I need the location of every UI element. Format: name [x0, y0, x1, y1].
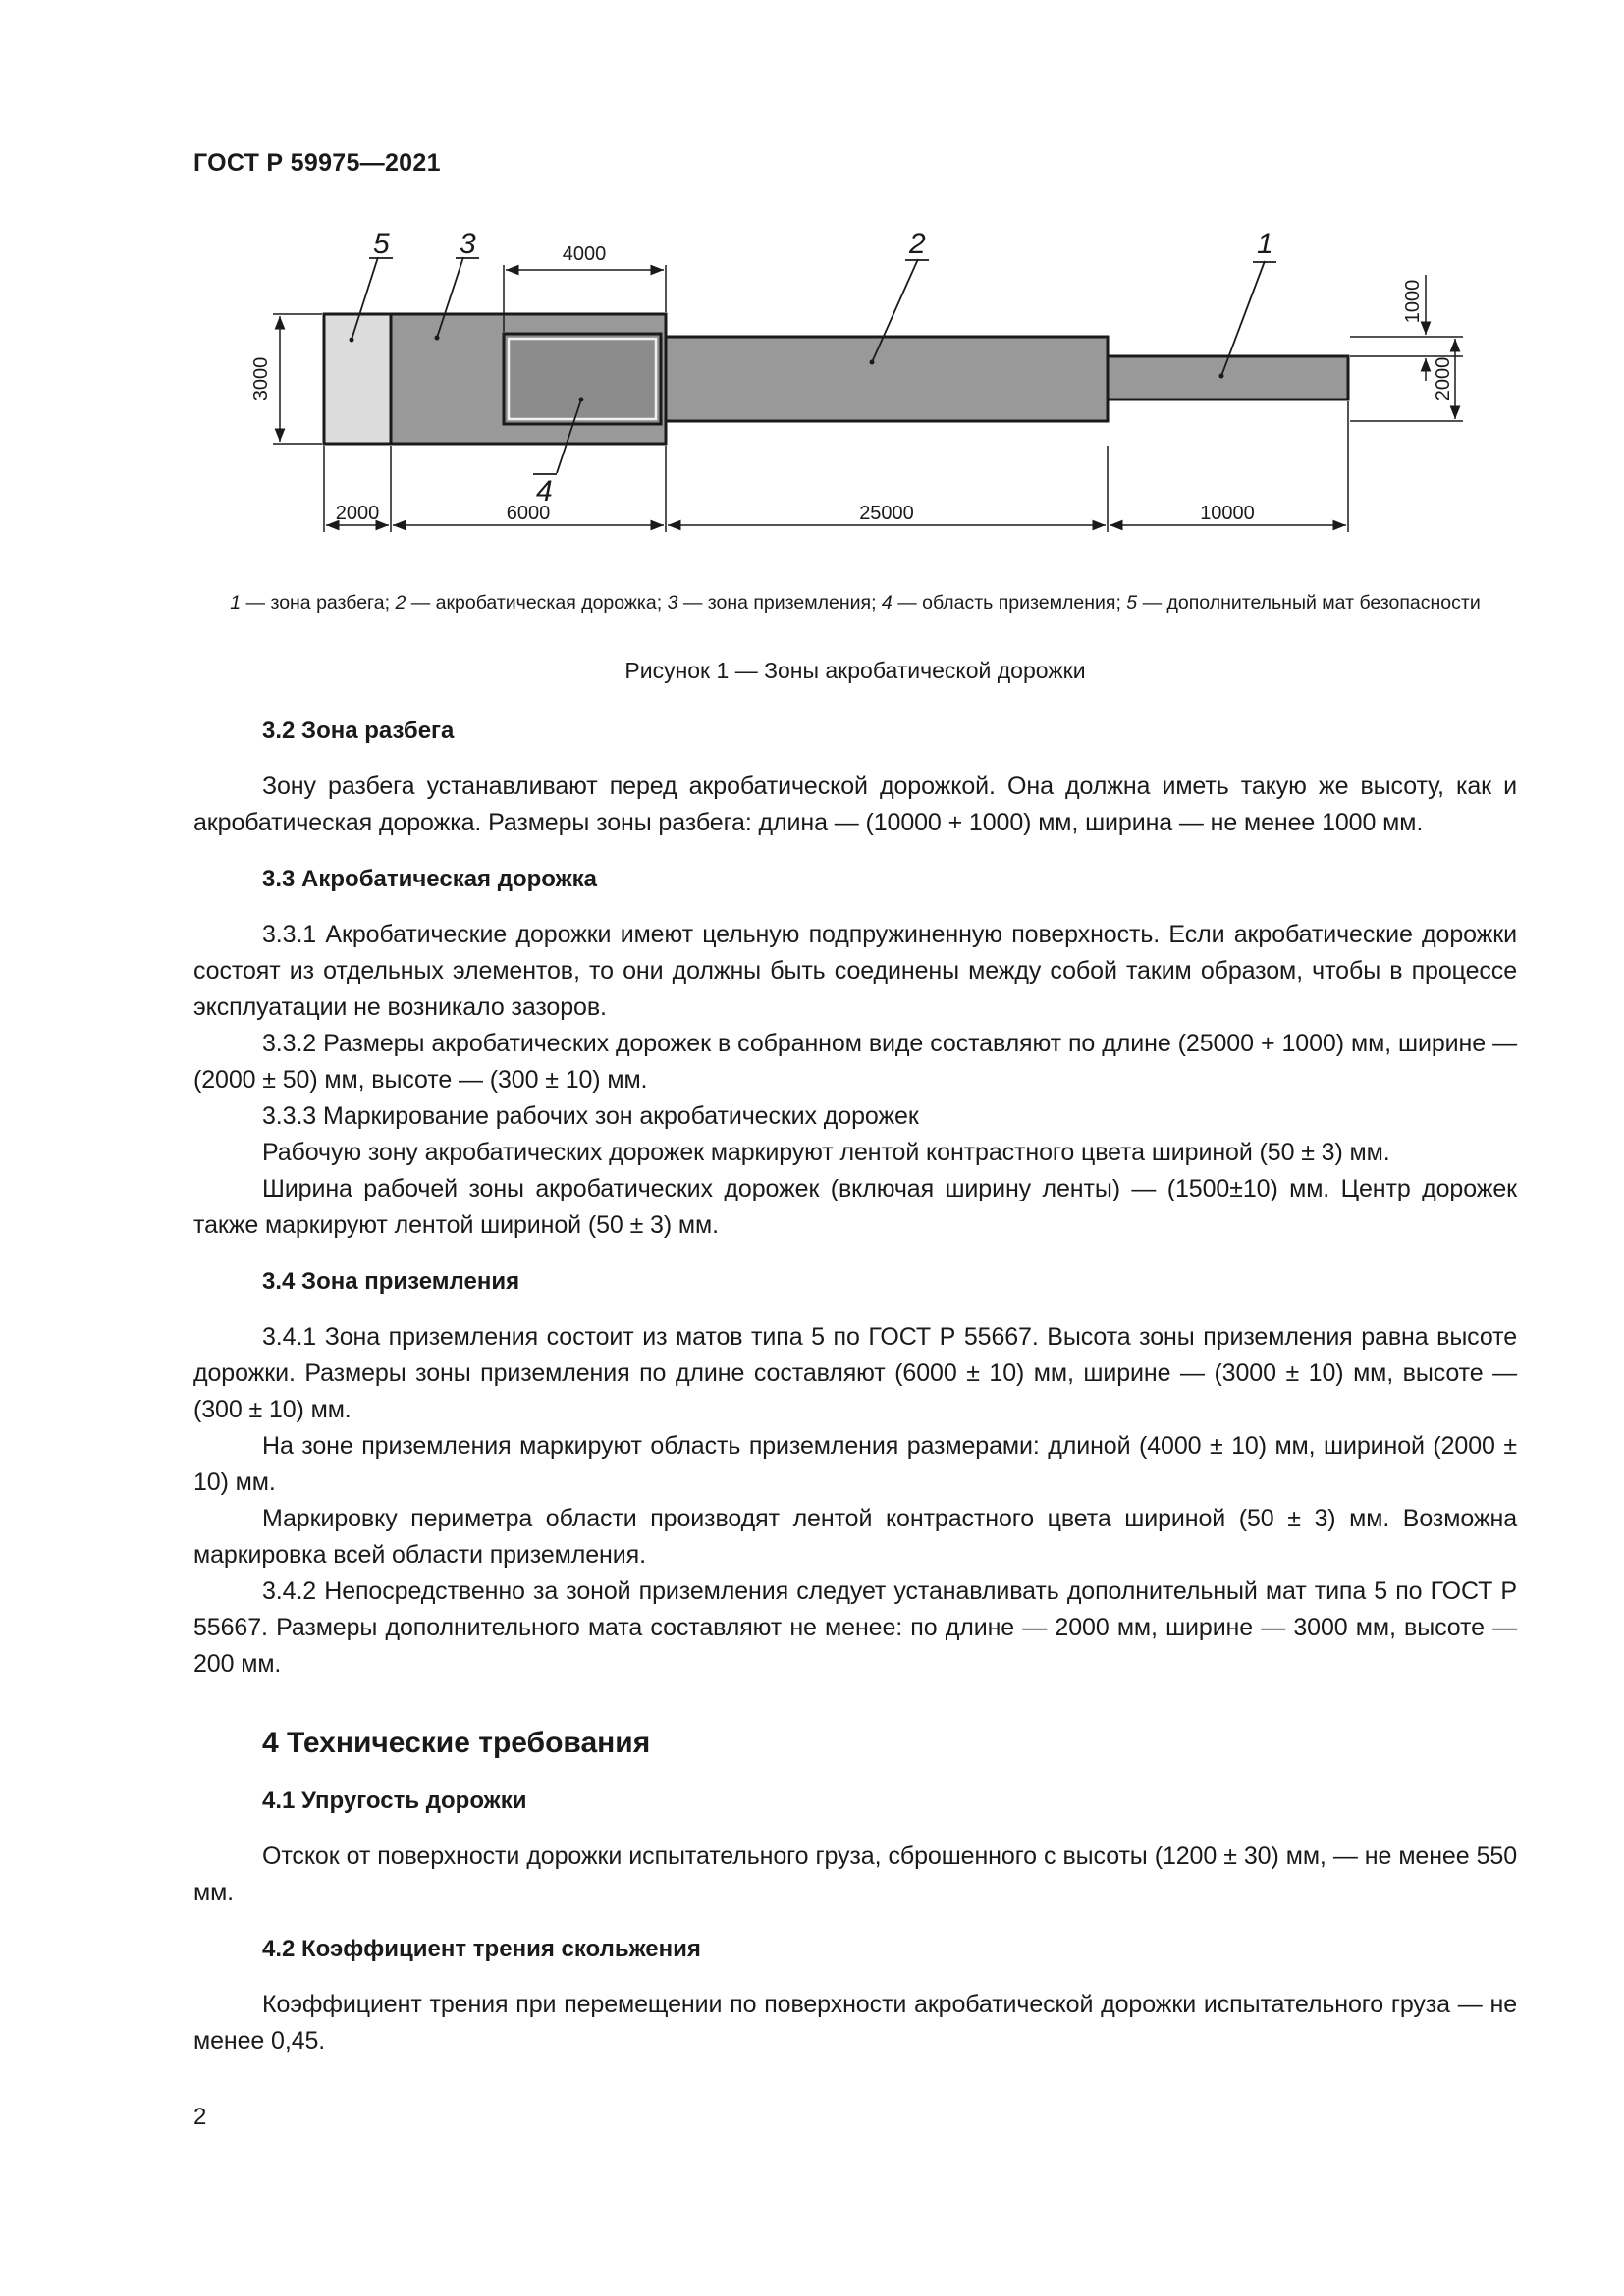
figure-acrobatic-track-zones — [236, 216, 1532, 550]
paragraph: 3.4.1 Зона приземления состоит из матов типа 5 по ГОСТ Р 55667. Высота зоны приземления равна высоте дорожки. Размеры зоны приземления по длине составляют (6000 ± 10) мм, ширине — (3000 ± 10) мм, высоте — (300 ± 10) мм. — [193, 1323, 1517, 1423]
paragraph: 3.3.3 Маркирование рабочих зон акробатических дорожек — [262, 1102, 919, 1130]
section-3-4-heading: 3.4 Зона приземления — [262, 1268, 520, 1295]
section-4-heading: 4 Технические требования — [262, 1727, 651, 1759]
zone-1-run-up — [1108, 356, 1348, 400]
paragraph: 3.3.2 Размеры акробатических дорожек в собранном виде составляют по длине (25000 + 1000) мм, ширине — (2000 ± 50) мм, высоте — (300 ± 10) мм. — [193, 1030, 1517, 1094]
zone-4-landing-area — [504, 334, 661, 424]
section-3-2-heading: 3.2 Зона разбега — [262, 718, 455, 744]
section-3-3-heading: 3.3 Акробатическая дорожка — [262, 866, 597, 892]
dim-bottom-25000: 25000 — [859, 503, 914, 524]
dim-bottom-6000: 6000 — [506, 503, 551, 524]
paragraph: Маркировку периметра области производят лентой контрастного цвета шириной (50 ± 3) мм. Возможна маркировка всей области приземления. — [193, 1505, 1517, 1569]
paragraph: На зоне приземления маркируют область приземления размерами: длиной (4000 ± 10) мм, шириной (2000 ± 10) мм. — [193, 1432, 1517, 1496]
dim-bottom-10000: 10000 — [1200, 503, 1255, 524]
document-body — [193, 715, 1517, 2059]
figure-caption: Рисунок 1 — Зоны акробатической дорожки — [624, 658, 1086, 683]
dim-right-2000: 2000 — [1433, 356, 1454, 401]
figure-legend: 1 — зона разбега; 2 — акробатическая дорожка; 3 — зона приземления; 4 — область приземления; 5 — дополнительный мат безопасности — [230, 592, 1481, 614]
callout-1: 1 — [1257, 228, 1273, 260]
paragraph: Отскок от поверхности дорожки испытательного груза, сброшенного с высоты (1200 ± 30) мм, — не менее 550 мм. — [193, 1842, 1517, 1906]
zone-5-safety-mat — [324, 314, 391, 444]
section-4-1-heading: 4.1 Упругость дорожки — [262, 1788, 527, 1814]
callout-5: 5 — [373, 228, 390, 260]
dim-left-3000: 3000 — [250, 356, 272, 401]
paragraph: Ширина рабочей зоны акробатических дорожек (включая ширину ленты) — (1500±10) мм. Центр дорожек также маркируют лентой шириной (50 ± 3) мм. — [193, 1175, 1517, 1239]
paragraph: 3.4.2 Непосредственно за зоной приземления следует устанавливать дополнительный мат типа 5 по ГОСТ Р 55667. Размеры дополнительного мата составляют не менее: по длине — 2000 мм, ширине — 3000 мм, высоте — 200 мм. — [193, 1577, 1517, 1678]
paragraph: 3.3.1 Акробатические дорожки имеют цельную подпружиненную поверхность. Если акробатические дорожки состоят из отдельных элементов, то они должны быть соединены между собой таким образом, чтобы в процессе эксплуатации не возникало зазоров. — [193, 921, 1517, 1021]
callout-4: 4 — [536, 475, 553, 507]
section-4-2-heading: 4.2 Коэффициент трения скольжения — [262, 1936, 701, 1962]
dim-bottom-2000: 2000 — [335, 503, 380, 524]
zones-diagram — [236, 216, 1532, 550]
paragraph: Коэффициент трения при перемещении по поверхности акробатической дорожки испытательного груза — не менее 0,45. — [193, 1991, 1517, 2055]
zone-2-acrobatic-track — [666, 337, 1108, 421]
dim-top-4000: 4000 — [562, 243, 607, 265]
dim-right-1000: 1000 — [1402, 279, 1424, 324]
page-number: 2 — [193, 2104, 207, 2130]
paragraph: Рабочую зону акробатических дорожек маркируют лентой контрастного цвета шириной (50 ± 3) мм. — [262, 1139, 1390, 1166]
paragraph: Зону разбега устанавливают перед акробатической дорожкой. Она должна иметь такую же высоту, как и акробатическая дорожка. Размеры зоны разбега: длина — (10000 + 1000) мм, ширина — не менее 1000 мм. — [193, 773, 1517, 836]
callout-3: 3 — [460, 228, 476, 260]
callout-2: 2 — [909, 228, 926, 260]
document-header: ГОСТ Р 59975—2021 — [193, 149, 441, 177]
